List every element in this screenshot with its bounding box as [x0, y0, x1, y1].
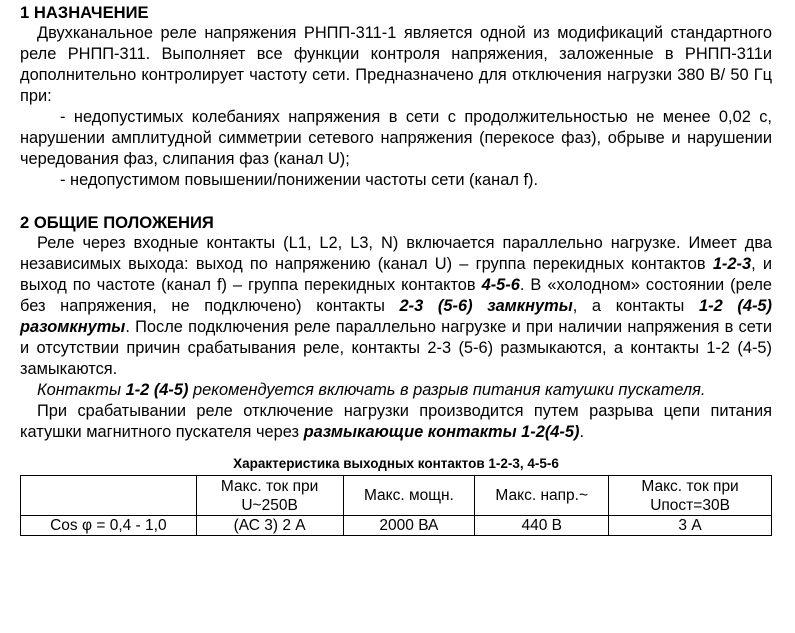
table-cell: (АС 3) 2 А [196, 516, 343, 536]
table-header-cell: Макс. напр.~ [475, 476, 609, 516]
table-header-row [21, 476, 772, 516]
section-1-title: 1 НАЗНАЧЕНИЕ [20, 3, 149, 22]
text: При срабатывании реле отключение нагрузки производится путем разрыва цепи питания катушки магнитного пускателя через [20, 402, 772, 441]
text: Реле через входные контакты (L1, L2, L3, N) включается параллельно нагрузке. Имеет два независимых выхода: выход по напряжению (канал U) – группа перекидных контактов [20, 234, 772, 273]
section-1-intro: Двухканальное реле напряжения РНПП-311-1 является одной из модификаций стандартного реле РНПП-311. Выполняет все функции контроля напряжения, заложенные в РНПП-311и дополнительно контролирует частоту сети. Предназначено для отключения нагрузки 380 В/ 50 Гц при: [20, 24, 772, 105]
table-header-cell: Макс. ток при Uпост=30В [609, 476, 772, 516]
table-cell: 440 В [475, 516, 609, 536]
table-header-cell [21, 476, 197, 516]
text: . В «холодном» состоянии (реле без напряжения, не подключено) контакты [20, 276, 773, 315]
contacts-label: 2-3 (5-6) замкнуты [399, 297, 573, 315]
contacts-label: 1-2-3 [712, 255, 752, 273]
table-caption: Характеристика выходных контактов 1-2-3, 4-5-6 [233, 456, 559, 471]
contacts-label: 1-2 (4-5) разомкнуты [20, 297, 772, 336]
section-2-paragraph-3 [20, 401, 772, 443]
table-row [21, 516, 772, 536]
table-cell: Cos φ = 0,4 - 1,0 [21, 516, 197, 536]
text: , и выход по частоте (канал f) – группа перекидных контактов [20, 255, 773, 294]
text: . После подключения реле параллельно нагрузке и при наличии напряжения в сети и отсутствии причин срабатывания реле, контакты 2-3 (5-6) размыкаются, а контакты 1-2 (4-5) замыкаются. [20, 318, 772, 378]
table-header-cell: Макс. ток при U~250В [196, 476, 343, 516]
section-2-title: 2 ОБЩИЕ ПОЛОЖЕНИЯ [20, 213, 214, 232]
table-cell: 3 А [609, 516, 772, 536]
section-1-bullet-frequency: - недопустимом повышении/понижении частоты сети (канал f). [60, 171, 539, 189]
contacts-label: 4-5-6 [481, 276, 520, 294]
table-header-cell: Макс. мощн. [343, 476, 475, 516]
document-body [20, 0, 772, 536]
contacts-characteristics-table [20, 475, 772, 536]
contacts-label: размыкающие контакты 1-2(4-5) [303, 423, 580, 441]
section-2-paragraph-1 [20, 233, 772, 380]
contacts-label: 1-2 (4-5) [125, 381, 189, 399]
text: Контакты [37, 381, 126, 399]
text: рекомендуется включать в разрыв питания катушки пускателя. [188, 381, 706, 399]
section-1-bullet-voltage: - недопустимых колебаниях напряжения в сети с продолжительностью не менее 0,02 с, нарушении амплитудной симметрии сетевого напряжения (перекосе фаз), обрыве и нарушении чередования фаз, слипания фаз (канал U); [20, 108, 772, 168]
text: , а контакты [572, 297, 700, 315]
table-cell: 2000 ВА [343, 516, 475, 536]
section-2-paragraph-2 [20, 380, 772, 401]
text: . [579, 423, 584, 441]
